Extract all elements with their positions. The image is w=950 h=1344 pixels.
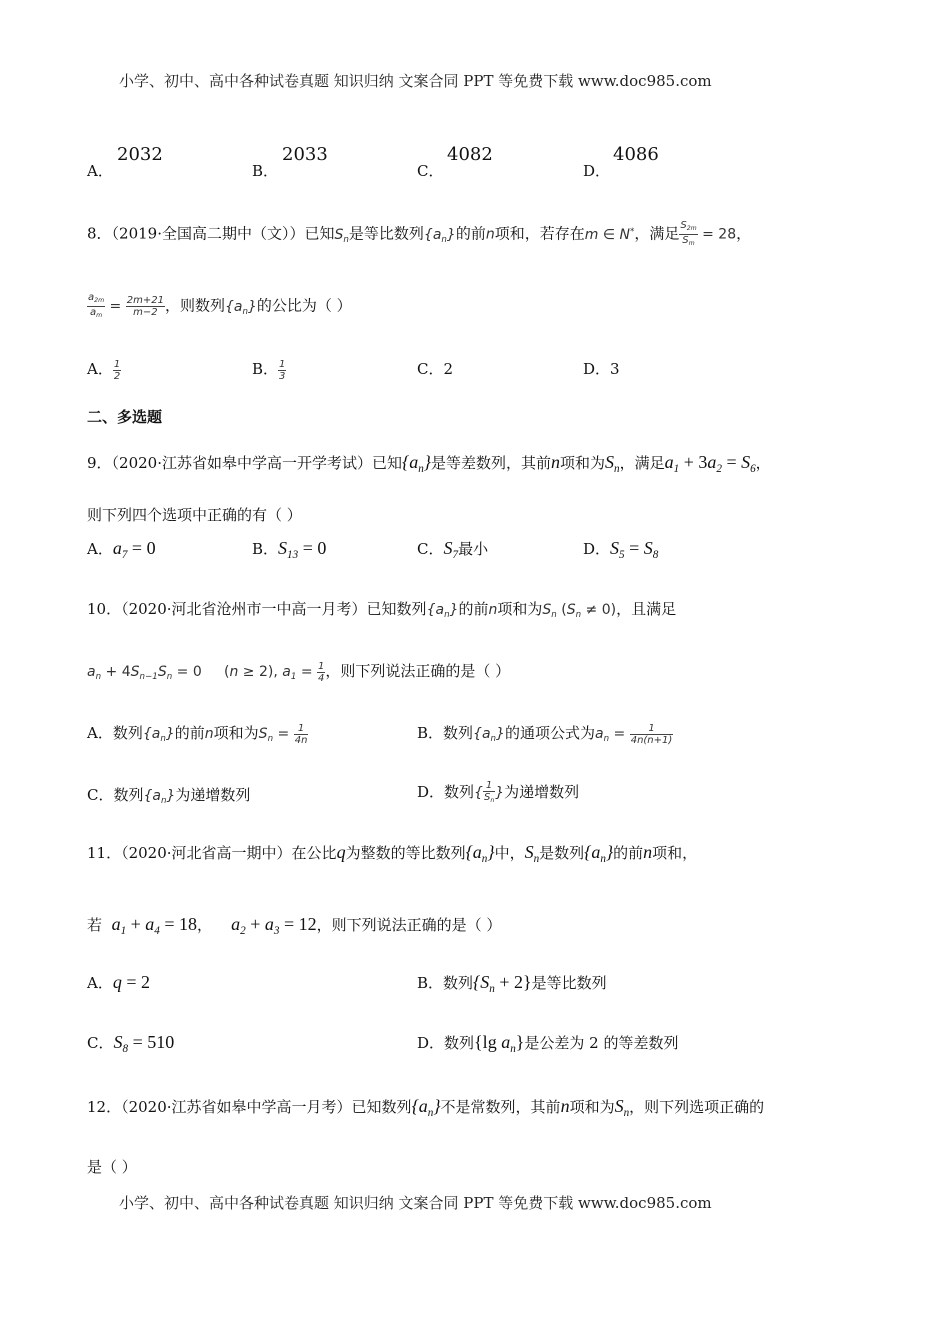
- q8-option-d: D．3: [583, 360, 620, 378]
- q7-option-d-value: 4086: [613, 144, 659, 165]
- q11-option-b: B．数列$\{S_n + 2\}$是等比数列: [417, 972, 607, 995]
- q7-option-d-label: D．: [583, 162, 611, 180]
- q10-option-d: D．数列{ $\frac{1}{S_n}$ }为递增数列: [417, 780, 580, 805]
- q8-option-c: C．2: [417, 360, 454, 378]
- math-fraction-a2m-am: $\frac{a_{2m}}{a_m}$: [88, 292, 105, 320]
- question-10-line1: 10．（2020·河北省沧州市一中高一月考）已知数列$\{a_n\}$的前n项和为$S_n$ $(S_n \ne 0)$，且满足: [87, 600, 677, 621]
- math-an-set: $\{a_n\}$: [402, 452, 431, 475]
- math-Sn: $S_n$: [334, 226, 349, 245]
- question-12-line2: 是（ ）: [87, 1158, 137, 1176]
- question-11-line2: 若 $a_1 + a_4 = 18$， $a_2 + a_3 = 12$，则下列说法正确的是（ ）: [87, 914, 502, 937]
- math-fraction-S2m-Sm: $\frac{S_{2m}}{S_m}$: [680, 220, 697, 248]
- q9-option-d: D．$S_5 = S_8$: [583, 538, 659, 561]
- math-a1-3a2-S6: $a_1 + 3a_2 = S_6$: [664, 452, 756, 475]
- q7-option-b-value: 2033: [282, 144, 328, 165]
- math-m-in-N: m ∈ N*: [584, 226, 635, 243]
- q7-option-c-label: C．: [417, 162, 444, 180]
- q10-option-b: B．数列$\{a_n\}$的通项公式为$a_n$ = $\frac{1}{4n(n+1)}$: [417, 722, 673, 746]
- q7-option-a-label: A．: [87, 162, 113, 180]
- question-10-line2: $a_n + 4S_{n-1}S_n = 0$ (n ≥ 2), $a_1$ = $\frac{1}{4}$ ，则下列说法正确的是（ ）: [87, 660, 511, 684]
- q8-source: （2019·全国高二期中（文））: [111, 224, 305, 243]
- q10-option-c: C．数列$\{a_n\}$为递增数列: [87, 786, 251, 807]
- q9-option-a: A．$a_7 = 0$: [87, 538, 156, 561]
- q11-option-d: D．数列{lg $a_n$}是公差为 2 的等差数列: [417, 1032, 679, 1055]
- math-an-set: $\{a_n\}$: [423, 226, 456, 245]
- q8-option-a: A． $\frac{1}{2}$: [87, 358, 121, 382]
- question-12-line1: 12．（2020·江苏省如皋中学高一月考）已知数列$\{a_n\}$不是常数列，其前n项和为$S_n$，则下列选项正确的: [87, 1096, 765, 1119]
- page-footer: 小学、初中、高中各种试卷真题 知识归纳 文案合同 PPT 等免费下载 www.doc985.com: [119, 1194, 712, 1212]
- q9-option-c: C．$S_7$最小: [417, 538, 489, 561]
- q11-option-c: C．$S_8 = 510$: [87, 1032, 175, 1055]
- q8-number: 8．: [87, 224, 112, 243]
- q10-option-a: A．数列$\{a_n\}$的前n项和为$S_n$ = $\frac{1}{4n}$: [87, 722, 308, 746]
- q7-option-b-label: B．: [252, 162, 279, 180]
- question-9-line1: 9．（2020·江苏省如皋中学高一开学考试）已知$\{a_n\}$是等差数列，其前n项和为$S_n$，满足$a_1 + 3a_2 = S_6$，: [87, 452, 771, 475]
- math-fraction-one-third: $\frac{1}{3}$: [279, 358, 286, 382]
- page-header: 小学、初中、高中各种试卷真题 知识归纳 文案合同 PPT 等免费下载 www.doc985.com: [119, 72, 712, 90]
- math-fraction-one-half: $\frac{1}{2}$: [113, 358, 121, 382]
- math-recurrence: $a_n + 4S_{n-1}S_n = 0$ (n ≥ 2), $a_1$ =: [87, 664, 318, 683]
- q11-option-a: A．q = 2: [87, 972, 150, 992]
- question-9-line2: 则下列四个选项中正确的有（ ）: [87, 506, 302, 524]
- question-8-line2: $\frac{a_{2m}}{a_m}$ = $\frac{2m+21}{m-2}$ ，则数列$\{a_n\}$的公比为（ ）: [88, 292, 352, 320]
- section-heading-multiple-choice: 二、多选题: [87, 408, 163, 426]
- q7-option-c-value: 4082: [447, 144, 493, 165]
- q7-option-a-value: 2032: [117, 144, 163, 165]
- question-11-line1: 11．（2020·河北省高一期中）在公比q为整数的等比数列$\{a_n\}$中，$S_n$是数列$\{a_n\}$的前n项和，: [87, 842, 698, 865]
- question-8-line1: 8．（2019·全国高二期中（文））已知$S_n$是等比数列$\{a_n\}$的前n项和，若存在m ∈ N*，满足 $\frac{S_{2m}}{S_m}$ = 28，: [87, 220, 752, 248]
- math-fraction-2m21-m2: $\frac{2m+21}{m-2}$: [126, 295, 164, 319]
- q9-option-b: B．$S_{13} = 0$: [252, 538, 327, 561]
- q8-option-b: B． $\frac{1}{3}$: [252, 358, 286, 382]
